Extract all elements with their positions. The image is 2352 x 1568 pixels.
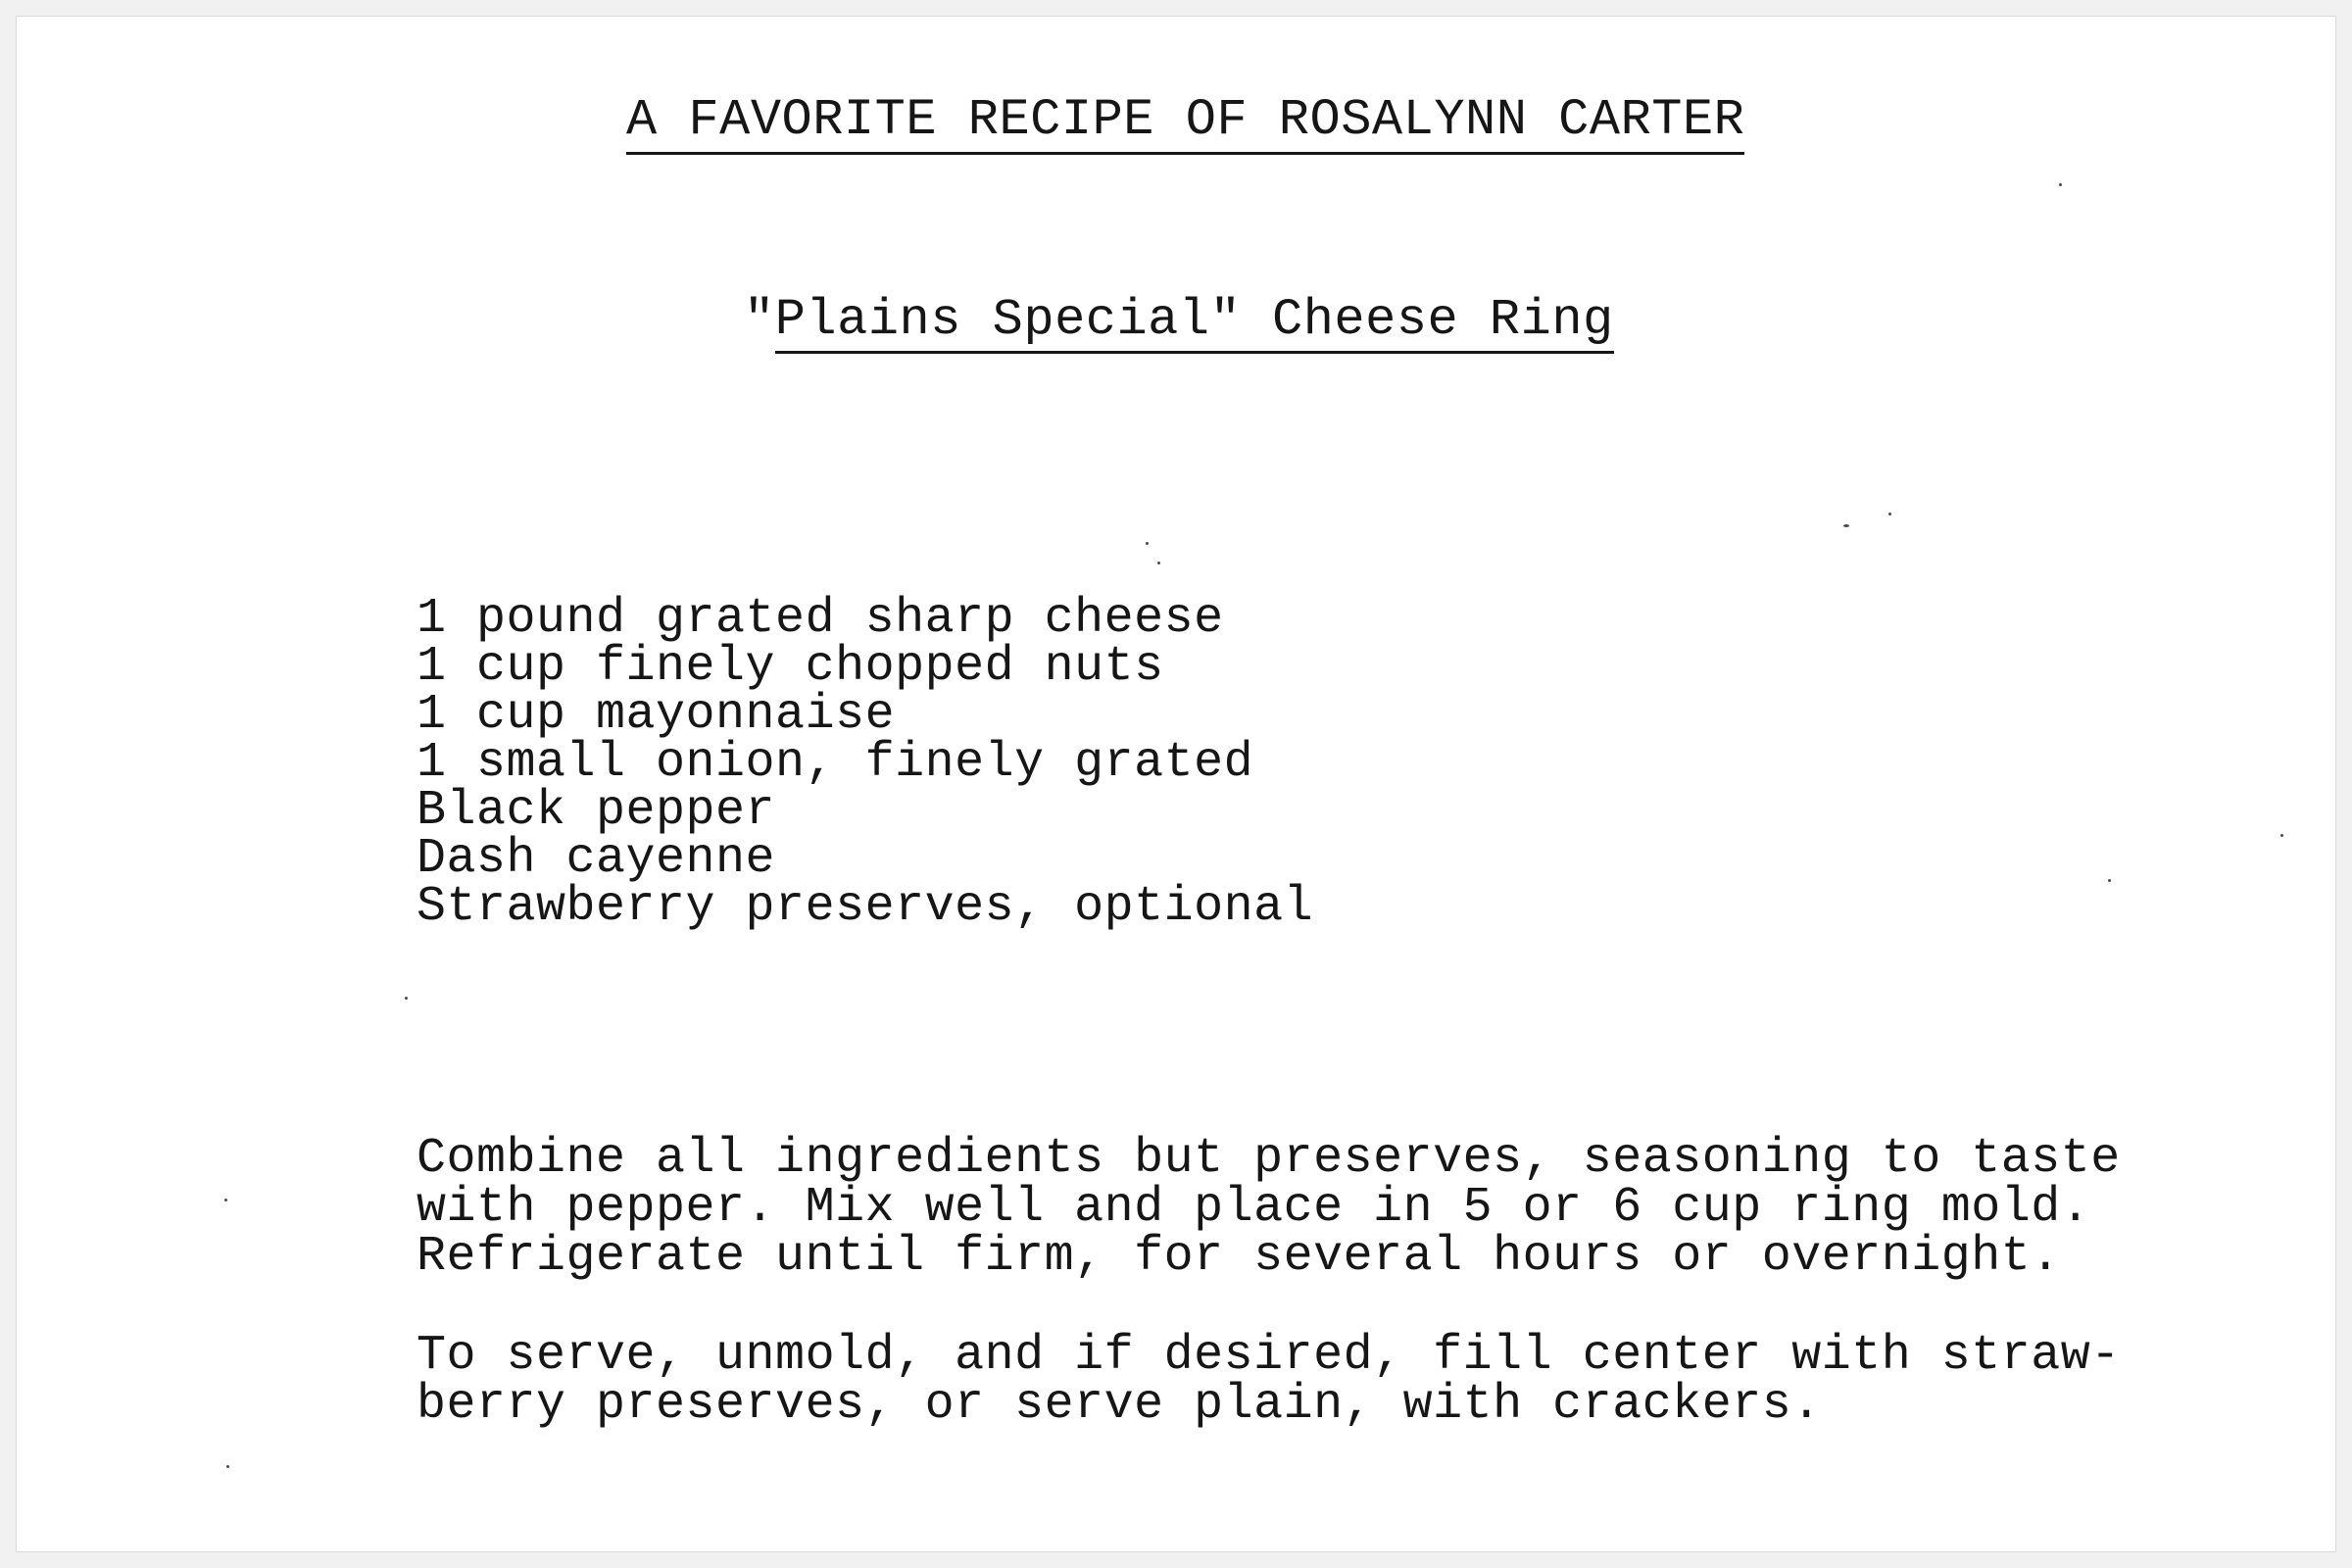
directions-line: berry preserves, or serve plain, with crackers. [416, 1377, 1822, 1433]
directions-paragraph-combine [416, 1131, 2121, 1285]
directions-paragraph-serve [416, 1328, 2121, 1433]
recipe-title [744, 291, 1614, 350]
scan-speck [2059, 183, 2062, 186]
recipe-title-text: Plains Special" Cheese Ring [775, 291, 1614, 354]
scan-speck [1843, 524, 1849, 527]
scan-speck [2280, 834, 2283, 837]
scan-speck [226, 1465, 229, 1468]
directions-line: Refrigerate until firm, for several hours or overnight. [416, 1229, 2061, 1285]
document-heading: A FAVORITE RECIPE OF ROSALYNN CARTER [626, 91, 1744, 155]
scan-speck [1157, 562, 1160, 564]
scan-speck [405, 997, 408, 1000]
directions-line: To serve, unmold, and if desired, fill center with straw- [416, 1328, 2121, 1384]
ingredient-item: 1 cup mayonnaise [416, 687, 896, 743]
ingredient-item: Black pepper [416, 783, 776, 839]
ingredient-item: Dash cayenne [416, 831, 776, 887]
ingredient-item: 1 pound grated sharp cheese [416, 591, 1224, 647]
scan-speck [224, 1199, 227, 1201]
scan-speck [1146, 542, 1149, 545]
ingredient-item: 1 small onion, finely grated [416, 735, 1254, 791]
scan-speck [1888, 513, 1891, 515]
ingredient-list [416, 591, 1314, 935]
ingredient-item: 1 cup finely chopped nuts [416, 639, 1164, 695]
ingredient-item: Strawberry preserves, optional [416, 879, 1314, 935]
scanned-document-page [16, 16, 2336, 1552]
scan-speck [2108, 879, 2111, 882]
directions-line: Combine all ingredients but preserves, seasoning to taste [416, 1131, 2121, 1187]
recipe-title-open-quote: " [744, 291, 775, 349]
directions-line: with pepper. Mix well and place in 5 or 6 cup ring mold. [416, 1180, 2091, 1236]
